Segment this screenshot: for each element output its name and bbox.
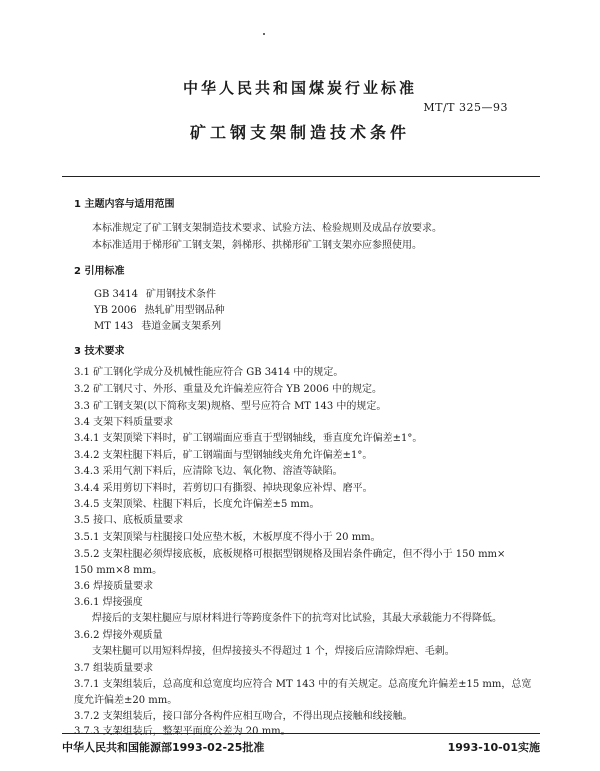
- clause-3-5-2: 3.5.2 支架柱腿必须焊接底板，底板规格可根据型钢规格及围岩条件确定，但不得小于 150 mm×: [74, 549, 506, 560]
- section-3-heading: 3 技术要求: [74, 346, 125, 357]
- effective-date: 1993-10-01实施: [447, 741, 540, 754]
- clause-3-7-3: 3.7.3 支架组装后，整架平面度公差为 20 mm。: [74, 726, 291, 737]
- clause-3-4-4: 3.4.4 采用剪切下料时，若剪切口有撕裂、掉块现象应补焊、磨平。: [74, 483, 373, 494]
- reference-title: 热轧矿用型钢品种: [144, 305, 225, 316]
- clause-3-2: 3.2 矿工钢尺寸、外形、重量及允许偏差应符合 YB 2006 中的规定。: [74, 384, 383, 395]
- clause-3-1: 3.1 矿工钢化学成分及机械性能应符合 GB 3414 中的规定。: [74, 367, 344, 378]
- clause-3-6: 3.6 焊接质量要求: [74, 581, 154, 592]
- clause-3-4-1: 3.4.1 支架顶梁下料时，矿工钢端面应垂直于型钢轴线，垂直度允许偏差±1°。: [74, 433, 423, 444]
- reference-item: [94, 285, 216, 300]
- clause-3-7-1: 3.7.1 支架组装后，总高度和总宽度均应符合 MT 143 中的有关规定。总高度允许偏差±15 mm，总宽: [74, 679, 532, 690]
- reference-item: [94, 301, 225, 316]
- clause-3-4: 3.4 支架下料质量要求: [74, 417, 174, 428]
- clause-3-6-2-text: 支架柱腿可以用短料焊接，但焊接接头不得超过 1 个，焊接后应清除焊疤、毛刺。: [92, 646, 455, 657]
- clause-3-7-1-continued: 度允许偏差±20 mm。: [74, 695, 178, 706]
- header-divider: [62, 176, 540, 177]
- clause-3-4-3: 3.4.3 采用气割下料后，应清除飞边、氧化物、溶渣等缺陷。: [74, 466, 343, 477]
- clause-3-4-5: 3.4.5 支架顶梁、柱腿下料后，长度允许偏差±5 mm。: [74, 499, 320, 510]
- reference-code: YB 2006: [94, 305, 137, 316]
- clause-3-7-2: 3.7.2 支架组装后，接口部分各构件应相互吻合，不得出现点接触和线接触。: [74, 711, 413, 722]
- reference-code: MT 143: [94, 321, 134, 332]
- clause-3-6-2: 3.6.2 焊接外观质量: [74, 630, 163, 641]
- clause-3-3: 3.3 矿工钢支架(以下简称支架)规格、型号应符合 MT 143 中的规定。: [74, 401, 387, 412]
- clause-3-5-1: 3.5.1 支架顶梁与柱腿接口处应垫木板，木板厚度不得小于 20 mm。: [74, 532, 381, 543]
- clause-3-5-2-continued: 150 mm×8 mm。: [74, 565, 163, 576]
- section-1-heading: 1 主题内容与适用范围: [74, 199, 175, 210]
- standard-number: MT/T 325—93: [423, 101, 508, 114]
- clause-3-6-1: 3.6.1 焊接强度: [74, 597, 143, 608]
- reference-title: 矿用钢技术条件: [145, 289, 216, 300]
- clause-3-5: 3.5 接口、底板质量要求: [74, 515, 184, 526]
- approval-date: 中华人民共和国能源部1993-02-25批准: [62, 741, 265, 754]
- clause-3-7: 3.7 组装质量要求: [74, 663, 154, 674]
- section-1-paragraph-1: 本标准规定了矿工钢支架制造技术要求、试验方法、检验规则及成品存放要求。: [92, 223, 442, 234]
- scan-speck: [263, 33, 265, 35]
- reference-code: GB 3414: [94, 289, 138, 300]
- section-2-heading: 2 引用标准: [74, 266, 125, 277]
- section-1-paragraph-2: 本标准适用于梯形矿工钢支架，斜梯形、拱梯形矿工钢支架亦应参照使用。: [92, 240, 422, 251]
- issuing-body: 中华人民共和国煤炭行业标准: [182, 79, 417, 97]
- reference-title: 巷道金属支架系列: [141, 321, 222, 332]
- document-title: 矿工钢支架制造技术条件: [189, 123, 410, 142]
- footer-divider: [62, 733, 540, 734]
- clause-3-4-2: 3.4.2 支架柱腿下料后，矿工钢端面与型钢轴线夹角允许偏差±1°。: [74, 450, 373, 461]
- reference-item: [94, 317, 221, 332]
- clause-3-6-1-text: 焊接后的支架柱腿应与原材料进行等跨度条件下的抗弯对比试验，其最大承载能力不得降低。: [92, 613, 502, 624]
